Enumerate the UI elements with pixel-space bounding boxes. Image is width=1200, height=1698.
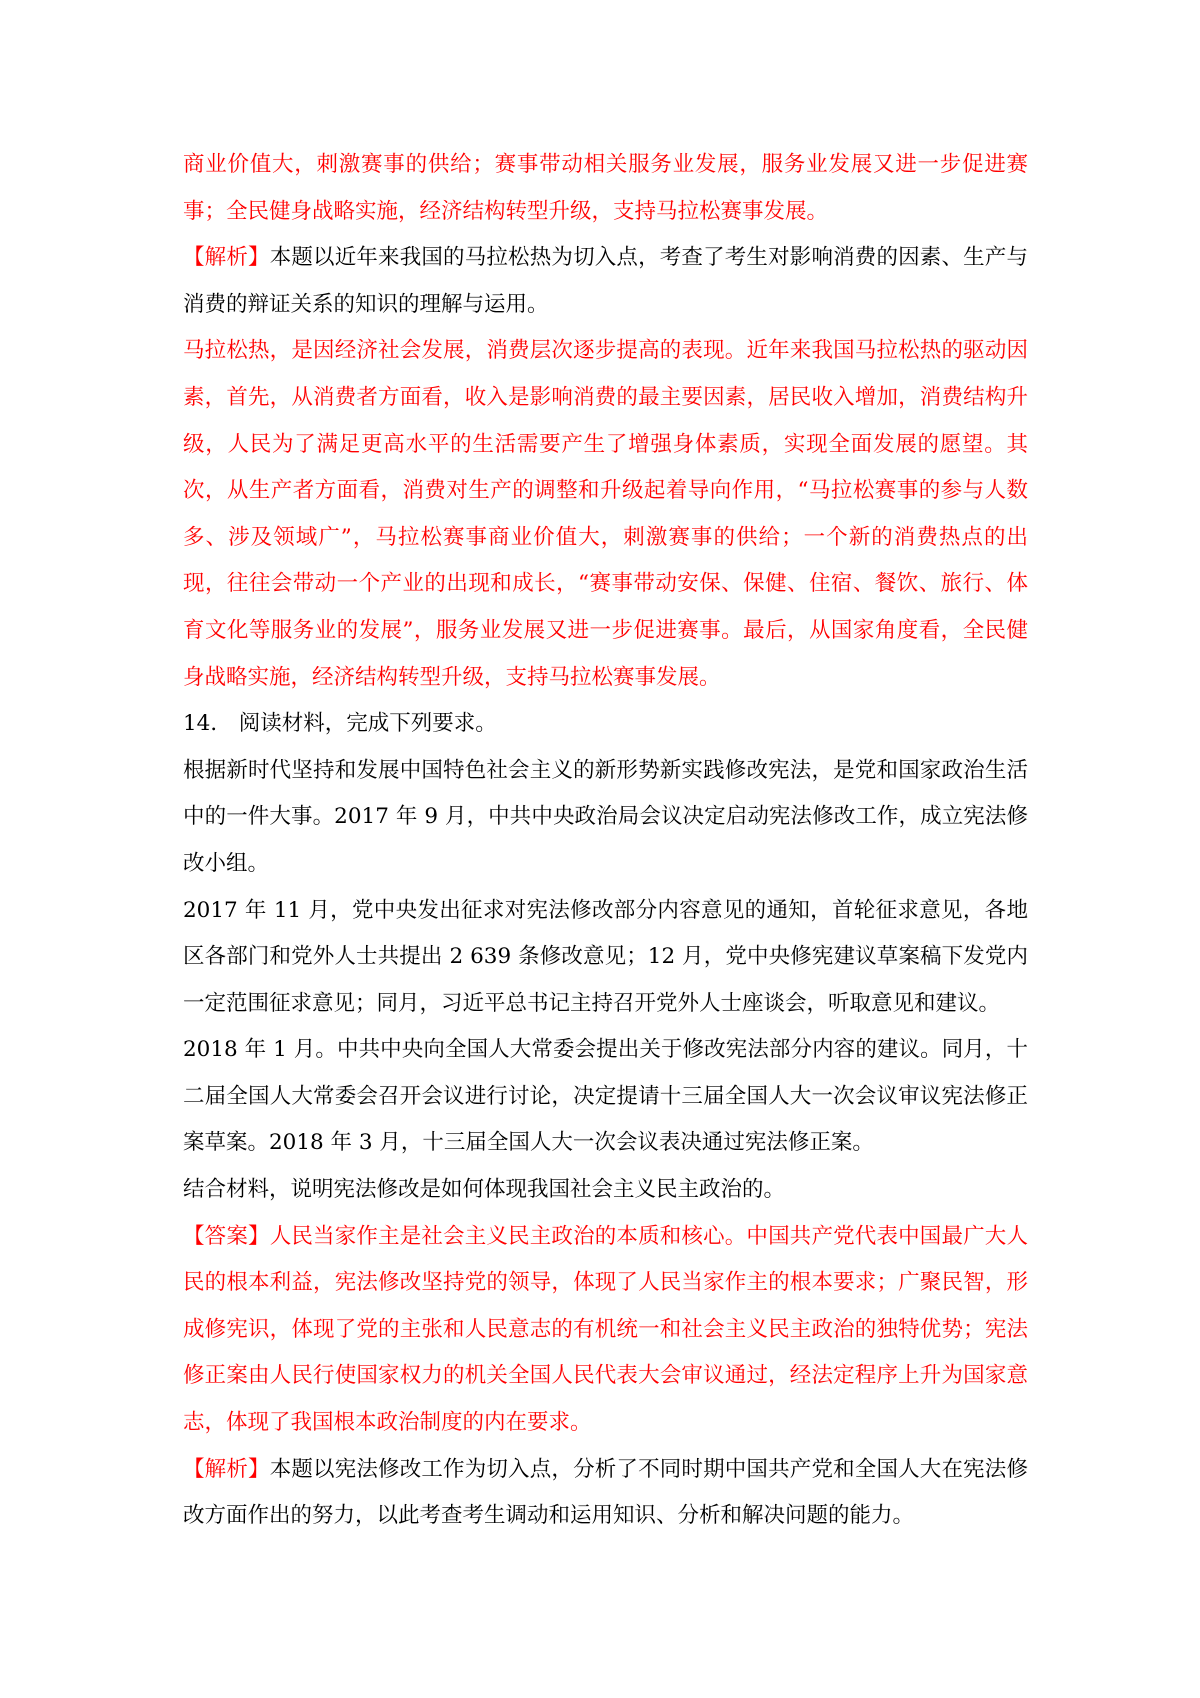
question-14-material-1: 根据新时代坚持和发展中国特色社会主义的新形势新实践修改宪法，是党和国家政治生活中的一件大事。2017 年 9 月，中共中央政治局会议决定启动宪法修改工作，成立宪法修改小组。 [183,757,1028,876]
answer-continuation: 商业价值大，刺激赛事的供给；赛事带动相关服务业发展，服务业发展又进一步促进赛事；全民健身战略实施，经济结构转型升级，支持马拉松赛事发展。 [183,152,1028,224]
question-14-material-3: 2018 年 1 月。中共中央向全国人大常委会提出关于修改宪法部分内容的建议。同月，十二届全国人大常委会召开会议进行讨论，决定提请十三届全国人大一次会议审议宪法修正案草案。2018 年 3 月，十三届全国人大一次会议表决通过宪法修正案。 [183,1037,1028,1156]
answer-14-text: 人民当家作主是社会主义民主政治的本质和核心。中国共产党代表中国最广大人民的根本利益，宪法修改坚持党的领导，体现了人民当家作主的根本要求；广聚民智，形成修宪识，体现了党的主张和人民意志的有机统一和社会主义民主政治的独特优势；宪法修正案由人民行使国家权力的机关全国人民代表大会审议通过，经法定程序上升为国家意志，体现了我国根本政治制度的内在要求。 [183,1223,1028,1436]
document-body [183,142,1028,1540]
analysis-intro [183,235,1028,328]
question-14-prompt: 结合材料，说明宪法修改是如何体现我国社会主义民主政治的。 [183,1177,786,1203]
question-14-title: 14． 阅读材料，完成下列要求。 [183,711,497,737]
analysis-14-tag: 【解析】 [183,1456,270,1482]
analysis-14-text: 本题以宪法修改工作为切入点，分析了不同时期中国共产党和全国人大在宪法修改方面作出的努力，以此考查考生调动和运用知识、分析和解决问题的能力。 [183,1456,1028,1529]
question-14-material-2: 2017 年 11 月，党中央发出征求对宪法修改部分内容意见的通知，首轮征求意见，各地区各部门和党外人士共提出 2 639 条修改意见；12 月，党中央修宪建议草案稿下发党内一定范围征求意见；同月，习近平总书记主持召开党外人士座谈会，听取意见和建议。 [183,897,1028,1016]
answer-14 [183,1214,1028,1447]
analysis-intro-text: 本题以近年来我国的马拉松热为切入点，考查了考生对影响消费的因素、生产与消费的辩证关系的知识的理解与运用。 [183,245,1028,317]
analysis-body: 马拉松热，是因经济社会发展，消费层次逐步提高的表现。近年来我国马拉松热的驱动因素，首先，从消费者方面看，收入是影响消费的最主要因素，居民收入增加，消费结构升级，人民为了满足更高水平的生活需要产生了增强身体素质，实现全面发展的愿望。其次，从生产者方面看，消费对生产的调整和升级起着导向作用，“马拉松赛事的参与人数多、涉及领域广”，马拉松赛事商业价值大，刺激赛事的供给；一个新的消费热点的出现，往往会带动一个产业的出现和成长，“赛事带动安保、保健、住宿、餐饮、旅行、体育文化等服务业的发展”，服务业发展又进一步促进赛事。最后，从国家角度看，全民健身战略实施，经济结构转型升级，支持马拉松赛事发展。 [183,338,1028,690]
answer-tag: 【答案】 [183,1223,270,1249]
analysis-14 [183,1447,1028,1540]
analysis-tag: 【解析】 [183,245,270,271]
